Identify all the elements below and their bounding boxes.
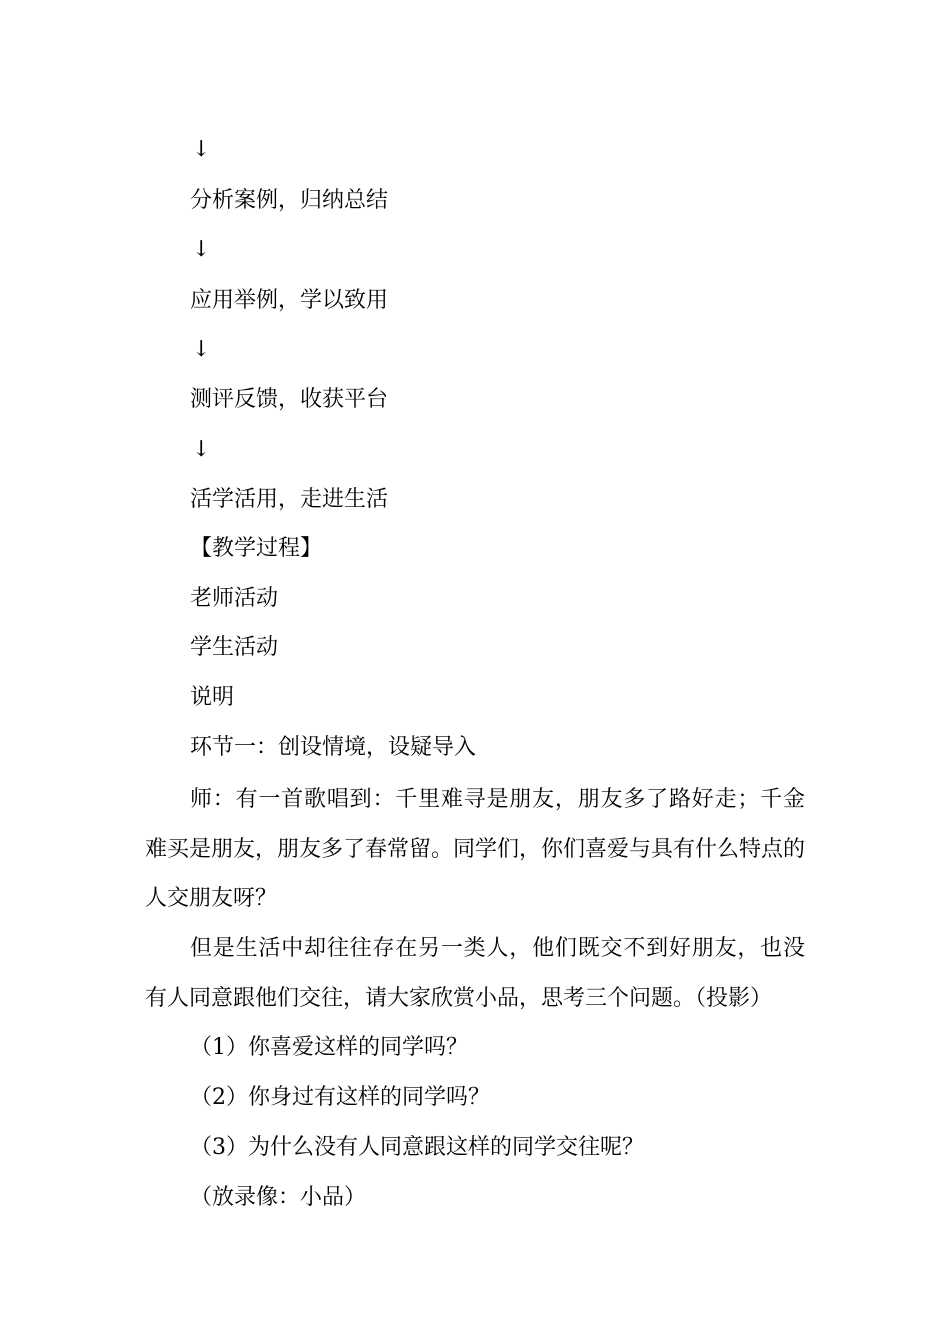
section-heading: 【教学过程】 bbox=[190, 536, 323, 561]
flow-step: 活学活用，走进生活 bbox=[190, 487, 389, 512]
flow-arrow: ↓ bbox=[192, 237, 211, 262]
video-note: （放录像：小品） bbox=[190, 1185, 367, 1210]
table-header-notes: 说明 bbox=[190, 685, 235, 710]
paragraph-teacher-intro: 师：有一首歌唱到：千里难寻是朋友，朋友多了路好走；千金难买是朋友，朋友多了春常留。同学们，你们喜爱与具有什么特点的人交朋友呀？ bbox=[145, 787, 806, 911]
question-item: （3）为什么没有人同意跟这样的同学交往呢？ bbox=[190, 1135, 644, 1160]
question-item: （2）你身过有这样的同学吗？ bbox=[190, 1085, 490, 1110]
flow-arrow: ↓ bbox=[192, 437, 211, 462]
stage-heading: 环节一：创设情境，设疑导入 bbox=[190, 735, 477, 760]
table-header-student: 学生活动 bbox=[190, 635, 279, 660]
flow-arrow: ↓ bbox=[192, 337, 211, 362]
flow-arrow: ↓ bbox=[192, 137, 211, 162]
paragraph-skit-intro: 但是生活中却往往存在另一类人，他们既交不到好朋友，也没有人同意跟他们交往，请大家欣赏小品，思考三个问题。（投影） bbox=[145, 936, 805, 1011]
flow-step: 分析案例，归纳总结 bbox=[190, 188, 389, 213]
question-item: （1）你喜爱这样的同学吗？ bbox=[190, 1035, 468, 1060]
table-header-teacher: 老师活动 bbox=[190, 586, 279, 611]
flow-step: 测评反馈，收获平台 bbox=[190, 387, 389, 412]
flow-step: 应用举例，学以致用 bbox=[190, 288, 389, 313]
